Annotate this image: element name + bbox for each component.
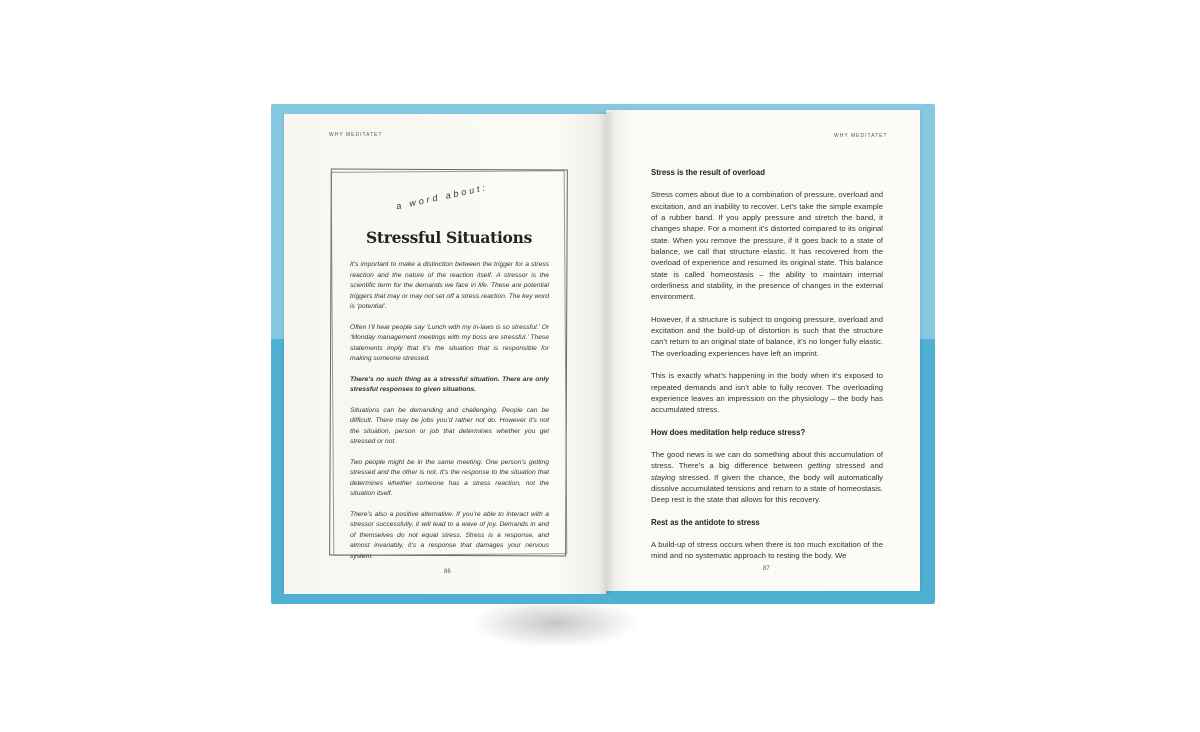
right-running-head: WHY MEDITATE? xyxy=(834,133,888,139)
body-paragraph: Stress comes about due to a combination of pressure, overload and excitation, and an inability to recover. Let’s take the simple example of a rubber band. If you apply pressure and stretch the band, it changes shape. For a moment it’s distorted compared to its original state. When you remove the pressure, if it goes back to a state of balance, we call that structure elastic. It has recovered from the overload of experience and resumed its original state. This balance state is called homeostasis – the ability to maintain internal orderliness and stability, in the presence of changes in the external environment. xyxy=(651,190,883,302)
box-paragraph: There’s no such thing as a stressful situation. There are only stressful responses to given situations. xyxy=(350,375,549,393)
box-body xyxy=(350,260,549,572)
box-kicker: a word about: xyxy=(395,182,489,212)
body-paragraph: However, if a structure is subject to ongoing pressure, overload and excitation and the build-up of distortion is such that the structure can’t return to an original state of balance, it’s no longer fully elastic. The overloading experiences have left an imprint. xyxy=(651,314,883,358)
box-paragraph: There’s also a positive alternative. If you’re able to interact with a stressor successfully, it will lead to a wave of joy. Demands in and of themselves do not equal stress. Stress is a response, and almost invariably, it’s a response that damages your nervous system. xyxy=(350,510,549,560)
box-paragraph: It’s important to make a distinction between the trigger for a stress reaction and the nature of the reaction itself. A stressor is the scientific term for the demands we face in life. These are potential triggers that may or may not set off a stress reaction. The key word is ‘potential’. xyxy=(350,261,549,310)
box-paragraph: Two people might be in the same meeting. One person’s getting stressed and the other is not. It’s the response to the situation that determines whether someone has a stress reaction, not the situation itself. xyxy=(350,458,549,497)
section-heading: How does meditation help reduce stress? xyxy=(651,427,806,437)
right-page-number: 87 xyxy=(763,566,770,572)
left-running-head: WHY MEDITATE? xyxy=(329,132,383,138)
section-heading: Stress is the result of overload xyxy=(651,168,765,177)
book-shadow xyxy=(470,598,640,648)
section-heading: Rest as the antidote to stress xyxy=(651,517,760,527)
book-gutter xyxy=(598,112,614,594)
body-paragraph: A build-up of stress occurs when there is too much excitation of the mind and no systematic approach to resting the body. We xyxy=(651,539,883,561)
right-page-body xyxy=(651,167,883,573)
body-paragraph: This is exactly what’s happening in the body when it’s exposed to repeated demands and isn’t able to fully recover. The overloading experience leaves an impression on the physiology – the body has accumulated stress. xyxy=(651,371,883,415)
box-title: Stressful Situations xyxy=(366,228,532,247)
box-paragraph: Situations can be demanding and challenging. People can be difficult. There may be jobs you’d rather not do. However it’s not the situation, person or job that determines whether you get stressed or not. xyxy=(350,406,549,445)
box-paragraph: Often I’ll hear people say ‘Lunch with my in-laws is so stressful.’ Or ‘Monday management meetings with my boss are stressful.’ These statements imply that it’s the situation that is responsible for making someone stressed. xyxy=(350,323,549,362)
body-paragraph: The good news is we can do something about this accumulation of stress. There’s a big difference between getting stressed and staying stressed. If given the chance, the body will automatically dissolve accumulated tensions and return to a state of homeostasis. Deep rest is the state that allows for this recovery. xyxy=(651,449,884,505)
left-page-number: 86 xyxy=(444,569,451,575)
